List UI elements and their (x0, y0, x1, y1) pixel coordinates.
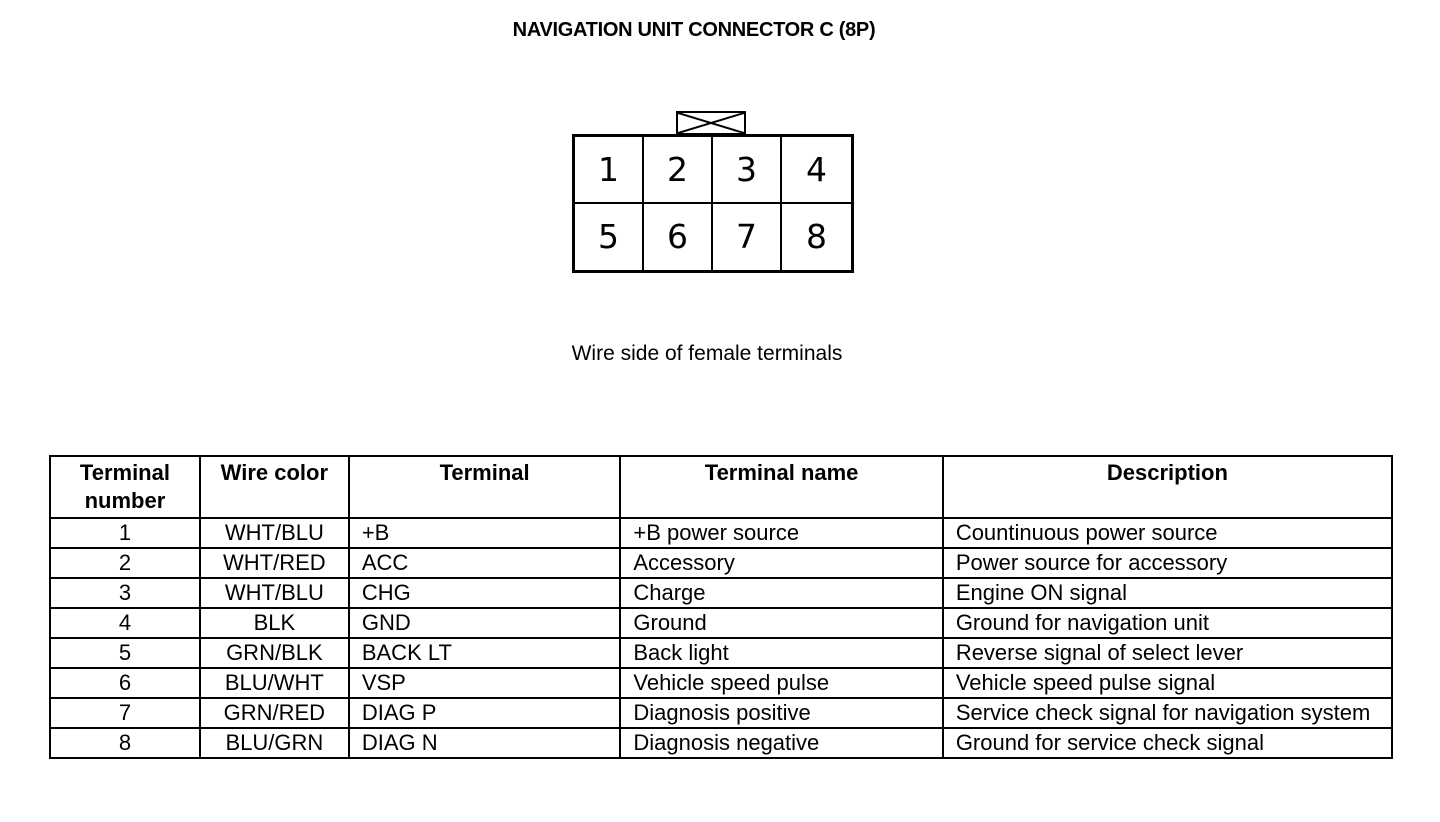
cell-wire-color: WHT/RED (200, 548, 349, 578)
table-row (50, 518, 1392, 548)
cell-terminal-number: 4 (50, 608, 200, 638)
connector-pin: 7 (713, 204, 782, 271)
connector-pin: 4 (782, 137, 851, 204)
cell-terminal-name: Diagnosis negative (620, 728, 942, 758)
header-terminal-name: Terminal name (620, 456, 942, 518)
cell-wire-color: WHT/BLU (200, 578, 349, 608)
pinout-table (49, 455, 1393, 759)
cell-description: Ground for service check signal (943, 728, 1392, 758)
cell-description: Power source for accessory (943, 548, 1392, 578)
table-row (50, 728, 1392, 758)
cell-terminal-number: 7 (50, 698, 200, 728)
cell-wire-color: BLU/GRN (200, 728, 349, 758)
cell-terminal-number: 3 (50, 578, 200, 608)
cell-terminal: VSP (349, 668, 621, 698)
table-row (50, 548, 1392, 578)
connector-pin: 3 (713, 137, 782, 204)
cell-wire-color: GRN/BLK (200, 638, 349, 668)
cell-description: Engine ON signal (943, 578, 1392, 608)
header-wire-color: Wire color (200, 456, 349, 518)
cell-wire-color: BLU/WHT (200, 668, 349, 698)
cell-terminal-name: Accessory (620, 548, 942, 578)
header-terminal: Terminal (349, 456, 621, 518)
table-row (50, 698, 1392, 728)
cell-terminal: CHG (349, 578, 621, 608)
cell-terminal-number: 8 (50, 728, 200, 758)
cell-wire-color: BLK (200, 608, 349, 638)
connector-caption: Wire side of female terminals (571, 342, 843, 365)
cell-description: Service check signal for navigation system (943, 698, 1392, 728)
cell-terminal-name: Vehicle speed pulse (620, 668, 942, 698)
table-row (50, 638, 1392, 668)
cell-terminal-name: Back light (620, 638, 942, 668)
table-row (50, 668, 1392, 698)
cell-terminal: ACC (349, 548, 621, 578)
connector-pin: 5 (575, 204, 644, 271)
connector-pin: 8 (806, 217, 827, 257)
latch-cross-icon (678, 113, 744, 133)
cell-description: Countinuous power source (943, 518, 1392, 548)
cell-wire-color: WHT/BLU (200, 518, 349, 548)
header-description: Description (943, 456, 1392, 518)
table-row (50, 578, 1392, 608)
cell-terminal-name: Charge (620, 578, 942, 608)
connector-pin-grid (572, 134, 854, 273)
cell-wire-color: GRN/RED (200, 698, 349, 728)
cell-terminal-name: Diagnosis positive (620, 698, 942, 728)
cell-terminal: GND (349, 608, 621, 638)
connector-pin: 6 (644, 204, 713, 271)
page-title: NAVIGATION UNIT CONNECTOR C (8P) (512, 19, 876, 41)
cell-terminal-number: 2 (50, 548, 200, 578)
cell-terminal: DIAG P (349, 698, 621, 728)
cell-terminal-number: 1 (50, 518, 200, 548)
cell-terminal-name: Ground (620, 608, 942, 638)
header-terminal-number: Terminal number (50, 456, 200, 518)
connector-pin: 1 (575, 137, 644, 204)
table-row (50, 608, 1392, 638)
cell-terminal-name: +B power source (620, 518, 942, 548)
cell-description: Reverse signal of select lever (943, 638, 1392, 668)
cell-terminal: BACK LT (349, 638, 621, 668)
cell-description: Ground for navigation unit (943, 608, 1392, 638)
connector-pin: 2 (644, 137, 713, 204)
connector-diagram (572, 110, 854, 275)
connector-latch (676, 111, 746, 135)
cell-terminal: DIAG N (349, 728, 621, 758)
cell-terminal-number: 6 (50, 668, 200, 698)
cell-description: Vehicle speed pulse signal (943, 668, 1392, 698)
table-header-row (50, 456, 1392, 518)
cell-terminal: +B (349, 518, 621, 548)
cell-terminal-number: 5 (50, 638, 200, 668)
